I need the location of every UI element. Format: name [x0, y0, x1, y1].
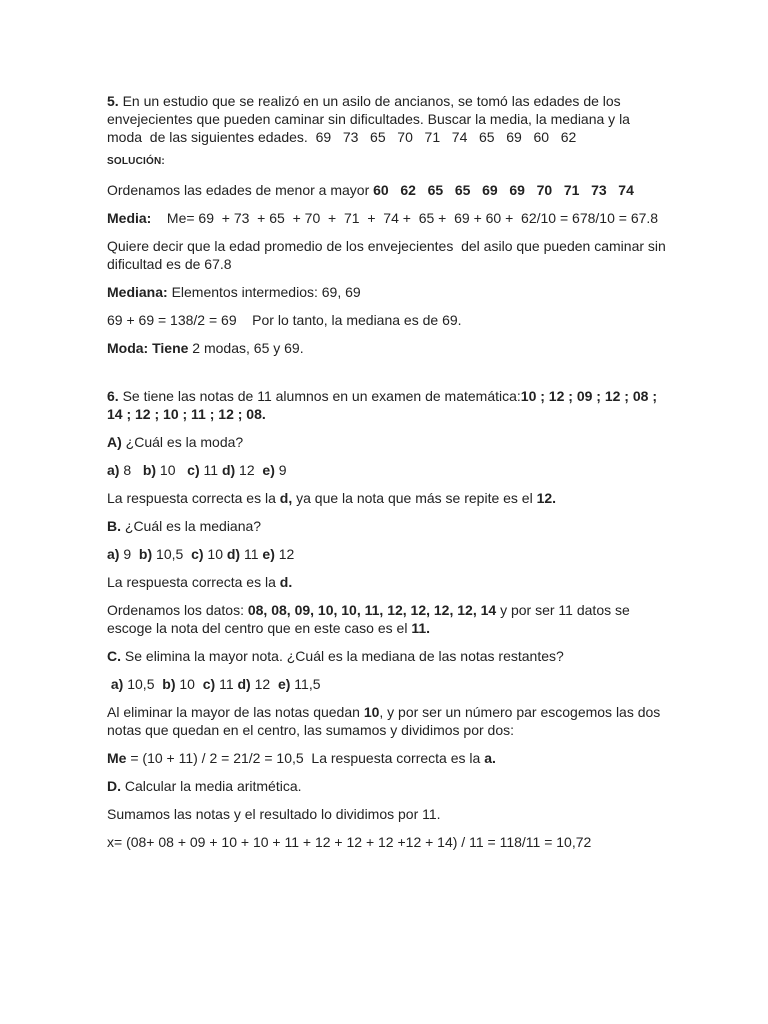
q6-number: 6. — [107, 388, 119, 404]
answer-text: , y por ser un número par escogemos las dos notas que quedan en el centro, las sumamos y dividimos por dos: — [107, 704, 665, 738]
option-key: e) — [262, 462, 275, 478]
option-value: 10 — [175, 676, 203, 692]
moda-label: Moda: Tiene — [107, 340, 189, 356]
q6-notas: 10 ; 12 ; 09 ; 12 ; 08 ; 14 ; 12 ; 10 ; 11 ; 12 ; 08. — [107, 388, 661, 422]
option-key: c) — [187, 462, 200, 478]
media-label: Media: — [107, 210, 152, 226]
answer-text: La respuesta correcta es la — [107, 490, 280, 506]
option-key: a) — [110, 676, 124, 692]
q6-b-options — [107, 545, 667, 563]
q6-c-label: C. — [107, 648, 121, 664]
orden-values: 08, 08, 09, 10, 10, 11, 12, 12, 12, 12, 14 — [247, 602, 497, 618]
answer-value: 12. — [536, 490, 557, 506]
q5-mediana — [107, 283, 667, 301]
orden-text: y por ser 11 datos se escoge la nota del centro que en este caso es el — [107, 602, 634, 636]
option-key: b) — [138, 546, 153, 562]
answer-text: ya que la nota que más se repite es el — [292, 490, 537, 506]
orden-text: Ordenamos los datos: — [107, 602, 248, 618]
q6-a-label: A) — [107, 434, 122, 450]
me-label: Me — [107, 750, 127, 766]
q6-text: Se tiene las notas de 11 alumnos en un examen de matemática: — [118, 388, 521, 404]
answer-letter: d, — [279, 490, 293, 506]
option-value: 11 — [199, 462, 222, 478]
option-key: d) — [221, 462, 236, 478]
option-value: 10,5 — [123, 676, 163, 692]
option-value: 11,5 — [290, 676, 321, 692]
option-value: 8 — [119, 462, 143, 478]
q6-d-question — [107, 777, 667, 795]
q6-orden — [107, 601, 667, 637]
q6-d-text: Calcular la media aritmética. — [121, 778, 302, 794]
orden-center: 11. — [411, 620, 431, 636]
q5-moda — [107, 339, 667, 357]
q6-a-text: ¿Cuál es la moda? — [121, 434, 244, 450]
q5-orden — [107, 181, 667, 199]
option-key: b) — [142, 462, 157, 478]
option-value: 10,5 — [152, 546, 192, 562]
q6-b-question — [107, 517, 667, 535]
q6-c-options — [107, 675, 667, 693]
q5-orden-text: Ordenamos las edades de menor a mayor — [107, 182, 374, 198]
q5-promedio: Quiere decir que la edad promedio de los envejecientes del asilo que pueden caminar sin dificultad es de 67.8 — [107, 238, 670, 272]
q6-a-answer — [107, 489, 667, 507]
q6-sum-text: Sumamos las notas y el resultado lo dividimos por 11. — [107, 806, 441, 822]
option-value: 9 — [274, 462, 287, 478]
q5-mediana-calc: 69 + 69 = 138/2 = 69 Por lo tanto, la mediana es de 69. — [107, 312, 462, 328]
q6-c-text: Se elimina la mayor nota. ¿Cuál es la mediana de las notas restantes? — [121, 648, 564, 664]
q6-x-formula: x= (08+ 08 + 09 + 10 + 10 + 11 + 12 + 12 + 12 +12 + 14) / 11 = 118/11 = 10,72 — [107, 834, 592, 850]
q5-orden-values: 60 62 65 65 69 69 70 71 73 74 — [373, 182, 634, 198]
q5-number: 5. — [107, 93, 119, 109]
option-value: 12 — [235, 462, 263, 478]
q6-b-text: ¿Cuál es la mediana? — [121, 518, 262, 534]
q5-statement — [107, 92, 667, 146]
option-key: e) — [262, 546, 275, 562]
q6-c-answer — [107, 703, 667, 739]
option-value: 11 — [240, 546, 263, 562]
q6-a-options — [107, 461, 667, 479]
q6-a-question — [107, 433, 667, 451]
q6-b-answer — [107, 573, 667, 591]
option-key: c) — [191, 546, 204, 562]
q6-statement — [107, 387, 667, 423]
media-text: Me= 69 + 73 + 65 + 70 + 71 + 74 + 65 + 69 + 60 + 62/10 = 678/10 = 67.8 — [151, 210, 659, 226]
option-key: d) — [237, 676, 251, 692]
option-value: 9 — [119, 546, 139, 562]
option-value: 10 — [156, 462, 188, 478]
option-key: a) — [107, 546, 120, 562]
me-text: = (10 + 11) / 2 = 21/2 = 10,5 La respuesta correcta es la — [126, 750, 485, 766]
answer-letter: d. — [279, 574, 293, 590]
option-key: d) — [226, 546, 241, 562]
q6-me-formula — [107, 749, 667, 767]
q5-media — [107, 209, 667, 227]
answer-value: 10 — [363, 704, 380, 720]
q5-text: En un estudio que se realizó en un asilo de ancianos, se tomó las edades de los envejecientes que pueden caminar sin dificultades. Buscar la media, la mediana y la moda de las siguientes edades. 69 73 65 70 71 74 65 69 60 62 — [107, 93, 634, 145]
solucion-heading: SOLUCIÓN: — [107, 156, 165, 167]
answer-text: Al eliminar la mayor de las notas quedan — [107, 704, 364, 720]
q6-d-label: D. — [107, 778, 121, 794]
moda-text: 2 modas, 65 y 69. — [188, 340, 304, 356]
q6-b-label: B. — [107, 518, 121, 534]
section-gap — [107, 367, 667, 387]
me-answer: a. — [484, 750, 496, 766]
option-value: 10 — [203, 546, 227, 562]
option-value: 12 — [274, 546, 295, 562]
option-key: c) — [202, 676, 216, 692]
mediana-text: Elementos intermedios: 69, 69 — [167, 284, 361, 300]
q6-c-question — [107, 647, 667, 665]
option-value: 11 — [215, 676, 238, 692]
answer-text: La respuesta correcta es la — [107, 574, 280, 590]
mediana-label: Mediana: — [107, 284, 168, 300]
option-key: a) — [107, 462, 120, 478]
document-page — [107, 92, 670, 861]
option-key: b) — [162, 676, 176, 692]
option-key: e) — [277, 676, 291, 692]
option-value: 12 — [250, 676, 278, 692]
